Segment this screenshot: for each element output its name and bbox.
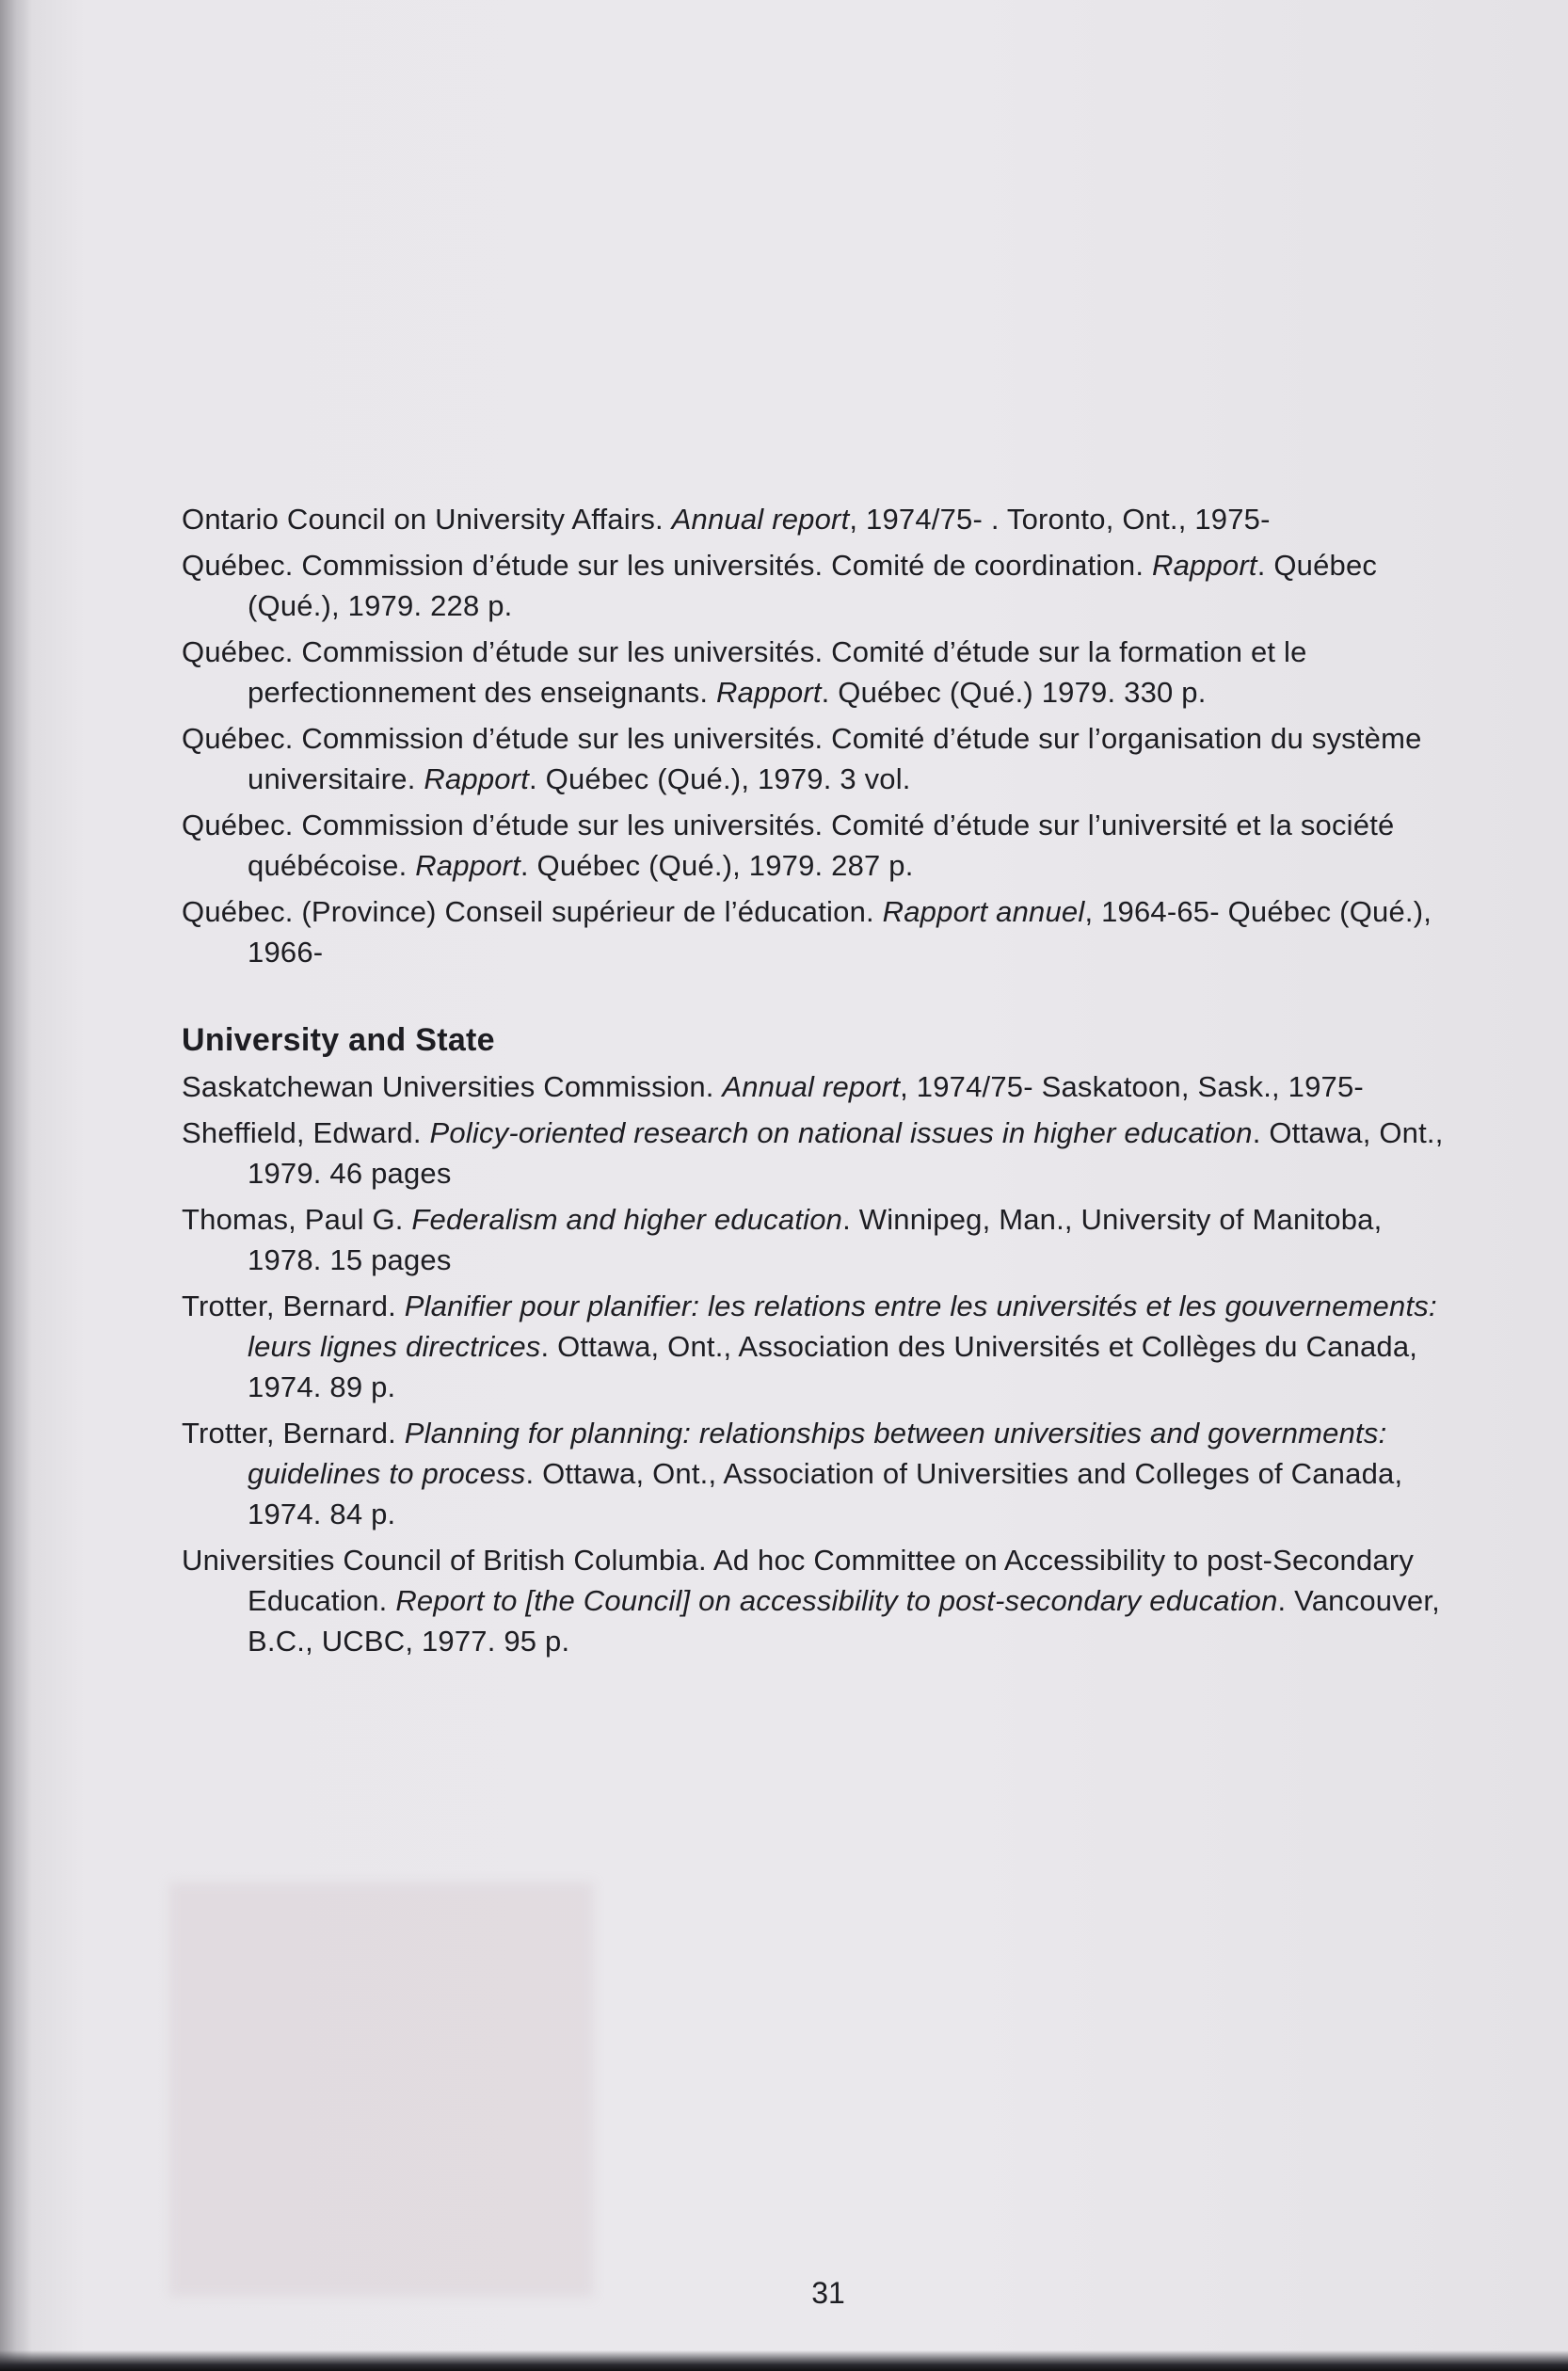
section-heading: University and State bbox=[182, 1022, 495, 1058]
bibliography-entry: Ontario Council on University Affairs. Annual report, 1974/75- . Toronto, Ont., 1975- bbox=[182, 503, 1271, 536]
bibliography-entry: Thomas, Paul G. Federalism and higher education. Winnipeg, Man., University of Manitoba, 1978. 15 pages bbox=[182, 1203, 1383, 1276]
bibliography-entry: Québec. Commission d’étude sur les universités. Comité de coordination. Rapport. Québec (Qué.), 1979. 228 p. bbox=[182, 549, 1378, 622]
bibliography-entry: Trotter, Bernard. Planning for planning: relationships between universities and governments: guidelines to process. Ottawa, Ont., Association of Universities and Colleges of Canada, 1974. 84 p. bbox=[182, 1417, 1403, 1530]
bibliography-column bbox=[182, 499, 1462, 1667]
bibliography-entry: Québec. (Province) Conseil supérieur de l’éducation. Rapport annuel, 1964-65- Québec (Qué.), 1966- bbox=[182, 895, 1432, 969]
bibliography-entry: Québec. Commission d’étude sur les universités. Comité d’étude sur la formation et le perfectionnement des enseignants. Rapport. Québec (Qué.) 1979. 330 p. bbox=[182, 635, 1307, 709]
binding-shadow bbox=[0, 0, 32, 2371]
page-number: 31 bbox=[811, 2276, 845, 2310]
bibliography-entry: Québec. Commission d’étude sur les universités. Comité d’étude sur l’université et la société québécoise. Rapport. Québec (Qué.), 1979. 287 p. bbox=[182, 809, 1395, 882]
bibliography-list-university-and-state bbox=[182, 1066, 1462, 1661]
bleed-through-mark bbox=[169, 1882, 593, 2297]
bibliography-entry: Québec. Commission d’étude sur les universités. Comité d’étude sur l’organisation du système universitaire. Rapport. Québec (Qué.), 1979. 3 vol. bbox=[182, 722, 1422, 795]
bibliography-entry: Saskatchewan Universities Commission. Annual report, 1974/75- Saskatoon, Sask., 1975- bbox=[182, 1070, 1364, 1103]
bibliography-entry: Sheffield, Edward. Policy-oriented research on national issues in higher education. Ottawa, Ont., 1979. 46 pages bbox=[182, 1116, 1444, 1190]
page-bottom-edge bbox=[0, 2350, 1568, 2371]
bibliography-entry: Universities Council of British Columbia. Ad hoc Committee on Accessibility to post-Secondary Education. Report to [the Council] on accessibility to post-secondary education. Vancouver, B.C., UCBC, 1977. 95 p. bbox=[182, 1544, 1440, 1658]
bibliography-entry: Trotter, Bernard. Planifier pour planifier: les relations entre les universités et les gouvernements: leurs lignes directrices. Ottawa, Ont., Association des Universités et Collèges du Canada, 1974. 89 p. bbox=[182, 1290, 1437, 1403]
bibliography-list-top bbox=[182, 499, 1462, 972]
